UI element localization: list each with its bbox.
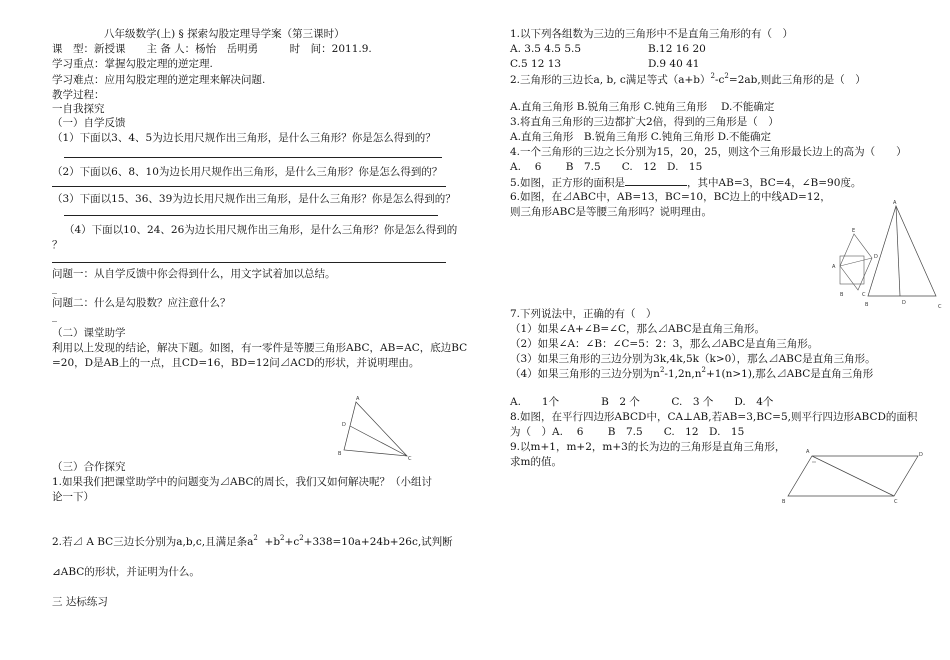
- label-d: D: [874, 254, 878, 260]
- subsection-coop: （三）合作探究: [52, 461, 126, 473]
- vertex-b-label: B: [338, 451, 342, 457]
- answer-blank: [625, 176, 687, 186]
- exercise-7-item-2: （2）如果∠A：∠B：∠C=5：2：3，那么⊿ABC是直角三角形。: [510, 338, 819, 350]
- exercise-7-item-1: （1）如果∠A+∠B=∠C，那么⊿ABC是直角三角形。: [510, 323, 766, 335]
- answer-line: [64, 215, 438, 216]
- label-a: A: [832, 264, 836, 270]
- coop-question-2: 2.若⊿ A BC三边长分别为a,b,c,且满足条$a^2 +b^2+c^2+338=10a+24b+26c$,试判断: [52, 534, 453, 548]
- exercise-4-options: A. 6 B 7.5 C. 12 D. 15: [510, 161, 703, 173]
- exercise-9: 9.以m+1，m+2，m+3的长为边的三角形是直角三角形，: [510, 441, 786, 453]
- coop-question-1: 1.如果我们把课堂助学中的问题变为⊿ABC的周长，我们又如何解决呢？（小组讨: [52, 476, 433, 488]
- parallelogram-figure: [778, 448, 928, 504]
- exercise-3-options: A.直角三角形 B.锐角三角形 C.钝角三角形 D.不能确定: [510, 131, 772, 143]
- vertex-a-label: A: [356, 396, 360, 402]
- class-help-text-2: =20，D是AB上的一点，且CD=16，BD=12问⊿ACD的形状，并说明理由。: [52, 357, 420, 369]
- exercise-5: 5.如图，正方形的面积是 ，其中AB=3，BC=4，∠B=90度。: [510, 177, 862, 189]
- label-d: D: [902, 300, 906, 306]
- question-1: （1）下面以3、4、5为边长用尺规作出三角形，是什么三角形？你是怎么得到的？: [52, 132, 436, 144]
- vertex-d-label: D: [342, 422, 346, 428]
- blank-mark: _: [52, 311, 57, 322]
- vertex-c-label: C: [408, 456, 412, 462]
- blank-mark: _: [52, 283, 57, 294]
- answer-line: [64, 157, 442, 158]
- label-b: B: [840, 292, 844, 298]
- label-e: E: [852, 228, 856, 234]
- exercise-1-option-d: D.9 40 41: [648, 58, 700, 70]
- subsection-class-help: （二）课堂助学: [52, 327, 126, 339]
- label-c: C: [894, 499, 898, 505]
- exercise-2: 2.三角形的三边长a, b, c满足等式$(a+b)^2-c^2=2ab$,则此三角形的是（ ）: [510, 72, 866, 86]
- exercise-1-option-b: B.12 16 20: [648, 43, 706, 55]
- exercise-7-item-4: （4）如果三角形的三边分别为$n^2-1,2n,n^2+1(n>1)$,那么⊿ABC是直角三角形: [510, 366, 874, 380]
- course-meta: 课 型：新授课 主 备 人：杨怡 岳明勇 时 间：2011.9.: [52, 43, 372, 55]
- label-c: C: [862, 292, 866, 298]
- problem-1: 问题一：从自学反馈中你会得到什么，用文字试着加以总结。: [52, 268, 336, 280]
- answer-line: [52, 186, 446, 187]
- question-3: （3）下面以15、36、39为边长用尺规作出三角形，是什么三角形？你是怎么得到的？: [52, 193, 456, 205]
- exercise-9-cont: 求m的值。: [510, 456, 562, 468]
- exercise-1-option-a: A. 3.5 4.5 5.5: [510, 43, 582, 55]
- exercise-8: 8.如图，在平行四边形ABCD中，CA⊥AB,若AB=3,BC=5,则平行四边形ABCD的面积: [510, 411, 918, 423]
- process-heading: 教学过程：: [52, 89, 105, 101]
- exercise-2-options: A.直角三角形 B.锐角三角形 C.钝角三角形 D.不能确定: [510, 101, 775, 113]
- subsection-feedback: （一）自学反馈: [52, 117, 126, 129]
- class-help-text-1: 利用以上发现的结论，解决下题。如图，有一零件是等腰三角形ABC，AB=AC，底边BC: [52, 342, 468, 354]
- doc-title: 八年级数学(上) § 探索勾股定理导学案（第三课时）: [104, 28, 345, 40]
- exercise-7: 7.下列说法中，正确的有（ ）: [510, 308, 657, 320]
- learning-difficulty: 学习难点：应用勾股定理的逆定理来解决问题.: [52, 74, 266, 86]
- label-b: B: [782, 499, 786, 505]
- question-4-end: ？: [52, 239, 63, 251]
- label-a: A: [806, 449, 810, 455]
- label-d: D: [919, 452, 923, 458]
- section-practice: 三 达标练习: [52, 596, 108, 608]
- question-4: （4）下面以10、24、26为边长用尺规作出三角形，是什么三角形？你是怎么得到的: [64, 224, 458, 236]
- isosceles-triangle-figure: [860, 200, 950, 312]
- exercise-8-cont: 为（ ）A. 6 B 7.5 C. 12 D. 15: [510, 426, 745, 438]
- label-a: A: [893, 200, 897, 206]
- section-self-explore: 一自我探究: [52, 103, 105, 115]
- exercise-3: 3.将直角三角形的三边都扩大2倍，得到的三角形是（ ）: [510, 116, 779, 128]
- exercise-7-options: A. 1个 B 2 个 C. 3 个 D. 4个: [510, 396, 774, 408]
- exercise-1: 1.以下列各组数为三边的三角形中不是直角三角形的有（ ）: [510, 28, 794, 40]
- exercise-4: 4.一个三角形的三边之长分别为15，20，25，则这个三角形最长边上的高为（ ）: [510, 146, 907, 158]
- coop-question-2-cont: ⊿ABC的形状，并证明为什么。: [52, 566, 200, 578]
- exercise-1-option-c: C.5 12 13: [510, 58, 562, 70]
- label-b: B: [865, 302, 869, 308]
- triangle-abc-figure: [338, 396, 420, 462]
- question-2: （2）下面以6、8、10为边长用尺规作出三角形，是什么三角形？你是怎么得到的？: [52, 166, 443, 178]
- answer-line: [52, 262, 446, 263]
- problem-2: 问题二：什么是勾股数？应注意什么？: [52, 297, 231, 309]
- exercise-7-item-3: （3）如果三角形的三边分别为3k,4k,5k（k>0），那么⊿ABC是直角三角形。: [510, 353, 876, 365]
- coop-question-1-cont: 论一下）: [52, 491, 94, 503]
- label-c: C: [938, 304, 942, 310]
- exercise-6-cont: 则三角形ABC是等腰三角形吗？说明理由。: [510, 206, 713, 218]
- exercise-6: 6.如图，在⊿ABC中，AB=13，BC=10，BC边上的中线AD=12，: [510, 191, 831, 203]
- learning-focus: 学习重点：掌握勾股定理的逆定理.: [52, 58, 213, 70]
